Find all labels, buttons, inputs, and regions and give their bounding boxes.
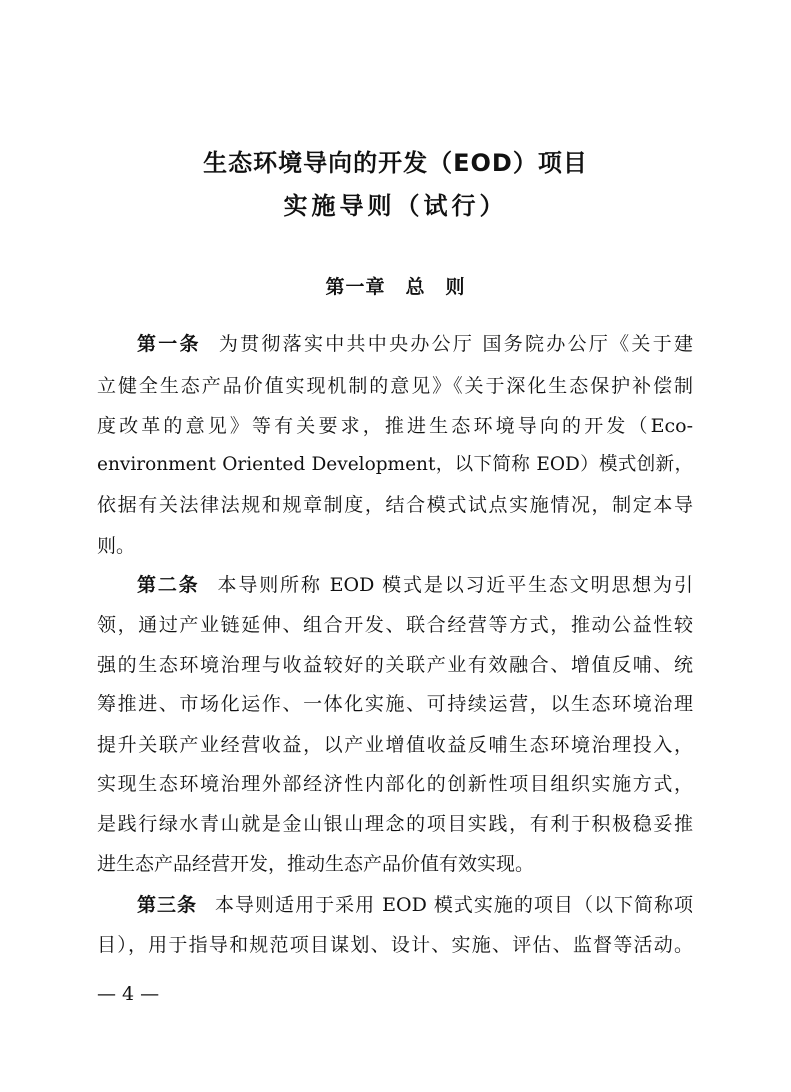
article-1-line-4: environment Oriented Development，以下简称 EOD）模式创新， <box>97 454 693 475</box>
document-title-line-2: 实施导则（试行） <box>283 192 508 220</box>
article-1-line-5: 依据有关法律法规和规章制度，结合模式试点实施情况，制定本导 <box>97 494 693 516</box>
article-2-line-4: 筹推进、市场化运作、一体化实施、可持续运营，以生态环境治理 <box>97 693 693 715</box>
document-title-line-1: 生态环境导向的开发（EOD）项目 <box>203 149 588 177</box>
article-2-label: 第二条 <box>137 574 200 596</box>
article-2-line-7: 是践行绿水青山就是金山银山理念的项目实践，有利于积极稳妥推 <box>97 813 693 835</box>
article-1-line-1 <box>137 330 693 358</box>
chapter-heading: 第一章 总 则 <box>325 276 466 298</box>
article-2-line-3: 强的生态环境治理与收益较好的关联产业有效融合、增值反哺、统 <box>97 654 693 676</box>
article-2-text-1: 本导则所称 EOD 模式是以习近平生态文明思想为引 <box>217 574 693 596</box>
article-3-line-1 <box>137 891 693 919</box>
article-1-line-2: 立健全生态产品价值实现机制的意见》《关于深化生态保护补偿制 <box>97 375 693 397</box>
article-1-line-6: 则。 <box>97 535 136 557</box>
article-2-line-5: 提升关联产业经营收益，以产业增值收益反哺生态环境治理投入， <box>97 734 693 756</box>
article-2-line-1 <box>137 571 693 599</box>
article-1-text-1: 为贯彻落实中共中央办公厅 国务院办公厅《关于建 <box>218 333 693 355</box>
article-2-line-2: 领，通过产业链延伸、组合开发、联合经营等方式，推动公益性较 <box>97 614 693 636</box>
article-3-text-1: 本导则适用于采用 EOD 模式实施的项目（以下简称项 <box>215 894 693 916</box>
article-1-label: 第一条 <box>137 333 201 355</box>
article-3-line-2: 目），用于指导和规范项目谋划、设计、实施、评估、监督等活动。 <box>97 934 693 956</box>
article-2-line-6: 实现生态环境治理外部经济性内部化的创新性项目组织实施方式， <box>97 773 693 795</box>
article-3-label: 第三条 <box>137 894 198 916</box>
page-number: — 4 — <box>97 983 160 1005</box>
article-1-line-3: 度改革的意见》等有关要求，推进生态环境导向的开发（Eco- <box>97 415 693 437</box>
article-2-line-8: 进生态产品经营开发，推动生态产品价值有效实现。 <box>97 853 535 875</box>
